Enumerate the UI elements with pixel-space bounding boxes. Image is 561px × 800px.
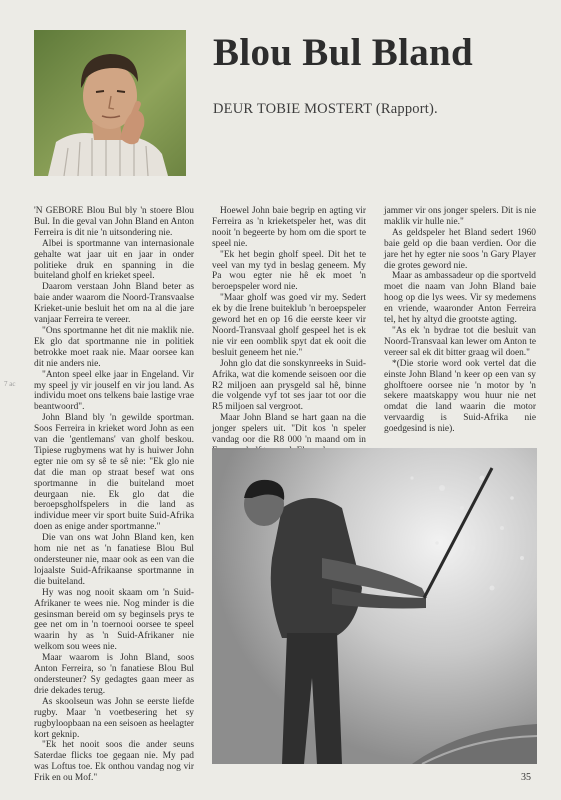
- paragraph: "Ek het nooit soos die ander seuns Saterdae flicks toe gegaan nie. My pad was Loftus toe. Ek onthou vandag nog vir Frik en ou Mof.": [34, 740, 194, 784]
- paragraph: As geldspeler het Bland sedert 1960 baie geld op die baan verdien. Oor die jare het hy egter nie soos 'n Gary Player die grotes geword nie.: [384, 227, 536, 271]
- paragraph: "Maar gholf was goed vir my. Sedert ek by die Irene buiteklub 'n beroepspeler geword het en op 16 die eerste keer vir Noord-Transvaal gholf gespeel het is ek nie vir een oomblik spyt dat ek ooit die besluit geneem het nie.": [212, 293, 366, 358]
- paragraph: Hy was nog nooit skaam om 'n Suid-Afrikaner te wees nie. Nog minder is die gesinsman bereid om sy beginsels prys te gee net om in 'n toernooi oorsee te speel waarin hy as 'n Suid-Afrikaner nie welkom sou wees nie.: [34, 587, 194, 653]
- paragraph: John glo dat die sonskynreeks in Suid-Afrika, wat die komende seisoen oor die R2 miljoen aan prysgeld sal hê, binne die volgende vyf tot ses jaar tot oor die R5 miljoen sal vergroot.: [212, 358, 366, 413]
- golfer-illustration: [212, 448, 537, 764]
- golfer-bunker-photo: [212, 448, 537, 764]
- paragraph: "Ons sportmanne het dit nie maklik nie. Ek glo dat sportmanne nie in politiek betrokke moet raak nie. Maar oorsee kan dit nie anders nie.: [34, 325, 194, 369]
- article-column-3: [384, 206, 536, 435]
- page-number: 35: [521, 772, 531, 783]
- paragraph: Hoewel John baie begrip en agting vir Ferreira as 'n krieketspeler het, was dit nooit 'n begeerte by hom om die sport te speel nie.: [212, 206, 366, 249]
- article-column-2: [212, 206, 366, 457]
- article-byline: DEUR TOBIE MOSTERT (Rapport).: [213, 101, 438, 117]
- margin-annotation: 7 ac: [4, 380, 16, 388]
- paragraph: 'N GEBORE Blou Bul bly 'n stoere Blou Bul. In die geval van John Bland en Anton Ferreira is dit nie 'n uitsondering nie.: [34, 206, 194, 238]
- article-title: Blou Bul Bland: [213, 31, 474, 74]
- paragraph: Maar John Bland se hart gaan na die jonger spelers uit. "Dit kos 'n speler vandag oor die R8 000 'n maand om in: [212, 413, 366, 446]
- portrait-photo: [34, 30, 186, 176]
- paragraph: *(Die storie word ook vertel dat die einste John Bland 'n keer op een van sy gholftoere oorsee nie 'n motor by 'n sekere maatskappy wou huur nie net omdat die land waarin die motor vervaardig is Suid-Afrika nie goedgesind is nie).: [384, 358, 536, 435]
- paragraph: As skoolseun was John se eerste liefde rugby. Maar 'n voetbesering het sy rugbyloopbaan na een seisoen as heelagter kort geknip.: [34, 696, 194, 740]
- paragraph: Daarom verstaan John Bland beter as baie ander waarom die Noord-Transvaalse Krieket-unie besluit het om na al die jare vanjaar Ferreira te vereer.: [34, 282, 194, 326]
- paragraph: jammer vir ons jonger spelers. Dit is nie maklik vir hulle nie.": [384, 206, 536, 227]
- paragraph: John Bland bly 'n gewilde sportman. Soos Ferreira in krieket word John as een van die 'gentlemans' van gholf beskou. Tipiese rugbymens wat hy is huiwer John egter nie om sy sê te sê nie: "Ek glo nie dat die man op straat besef wat ons sportmanne in die buiteland moet deurgaan nie. Ek glo dat die beroepsgholfspelers in die land as individue meer vir sport buite Suid-Afrika doen as enige ander sportmanne.": [34, 413, 194, 533]
- paragraph: "As ek 'n bydrae tot die besluit van Noord-Transvaal kan lewer om Anton te vereer sal ek dit bitter graag wil doen.": [384, 325, 536, 358]
- paragraph: "Ek het begin gholf speel. Dit het te veel van my tyd in beslag geneem. My Pa wou egter nie hê ek moet 'n beroepspeler word nie.: [212, 249, 366, 293]
- paragraph: Maar as ambassadeur op die sportveld moet die naam van John Bland baie hoog op die lys wees. Vir sy medemens en vriende, waaronder Anton Ferreira tel, het hy altyd die grootste agting.: [384, 271, 536, 326]
- article-column-1: [34, 206, 194, 784]
- paragraph: Albei is sportmanne van internasionale gehalte wat jaar uit en jaar in onder politieke druk en spanning in die buiteland gholf en krieket speel.: [34, 238, 194, 282]
- paragraph: Maar waarom is John Bland, soos Anton Ferreira, so 'n fanatiese Blou Bul ondersteuner? Sy gedagtes gaan meer as drie dekades terug.: [34, 653, 194, 696]
- paragraph: "Anton speel elke jaar in Engeland. Vir my speel jy vir jouself en vir jou land. As individu moet ons telkens baie lastige vrae beantwoord".: [34, 369, 194, 413]
- paragraph: Die van ons wat John Bland ken, ken hom nie net as 'n fanatiese Blou Bul ondersteuner nie, maar ook as een van die lojaalste Suid-Afrikaanse sportmanne in die buiteland.: [34, 533, 194, 587]
- portrait-illustration: [34, 30, 186, 176]
